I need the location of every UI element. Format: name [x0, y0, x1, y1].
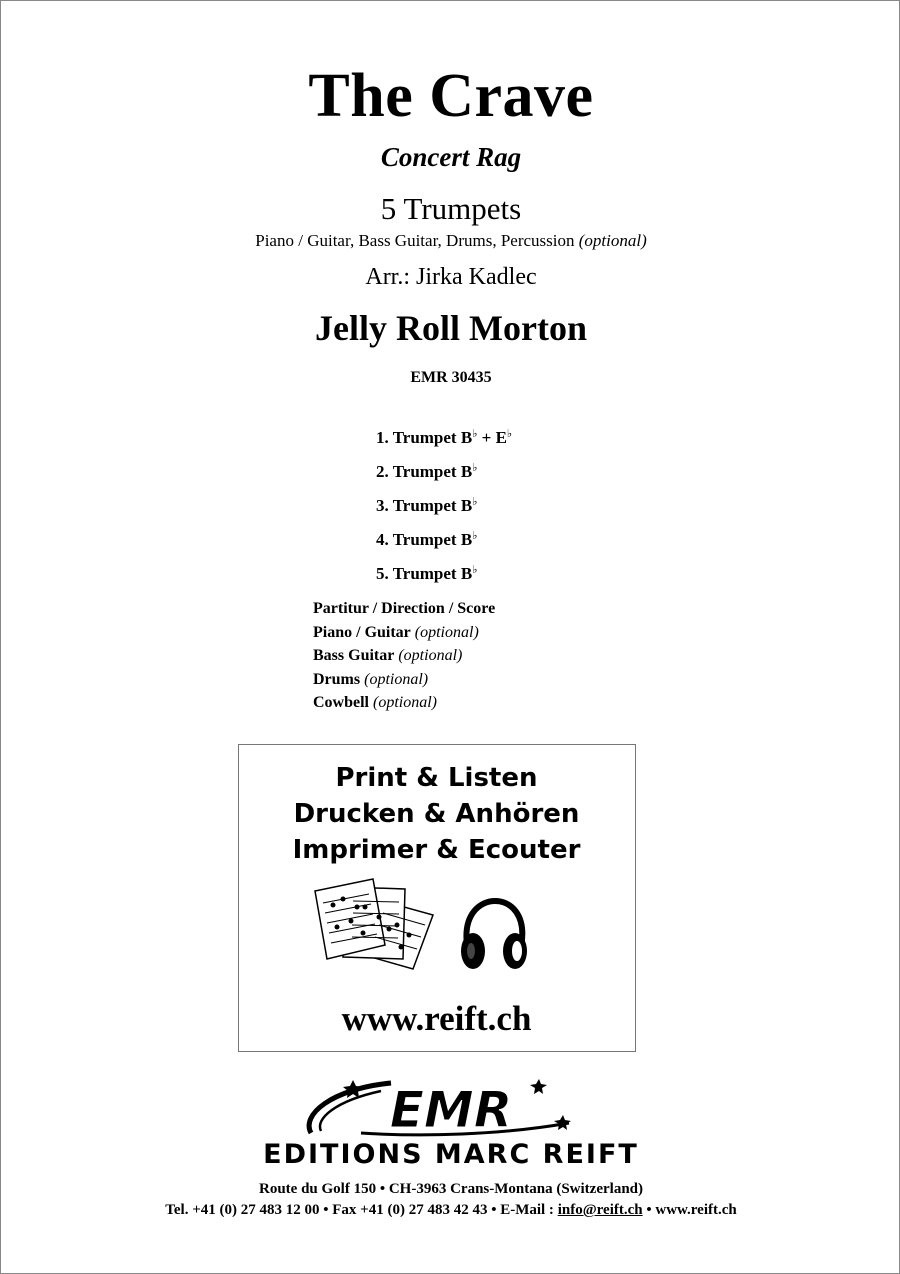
score-part-item: Partitur / Direction / Score [313, 600, 496, 617]
publisher-name: EDITIONS MARC REIFT [263, 1139, 639, 1170]
print-listen-box [238, 744, 636, 1052]
promo-line-german: Drucken & Anhören [293, 799, 580, 829]
contact-phone-fax: Tel. +41 (0) 27 483 12 00 • Fax +41 (0) 27 483 42 43 • E-Mail : [165, 1202, 558, 1218]
sheet-music-icon [313, 877, 443, 972]
score-part-item: Cowbell (optional) [313, 694, 437, 711]
part-item: 2. Trumpet B♭ [376, 462, 478, 481]
headphones-icon [459, 895, 529, 975]
accompaniment-line [1, 231, 900, 251]
emr-logo [301, 1075, 601, 1139]
arranger: Arr.: Jirka Kadlec [365, 264, 537, 290]
catalog-number: EMR 30435 [410, 369, 492, 386]
part-item: 1. Trumpet B♭ + E♭ [376, 428, 513, 447]
instrumentation: 5 Trumpets [380, 191, 522, 226]
promo-url[interactable]: www.reift.ch [341, 999, 532, 1038]
part-item: 4. Trumpet B♭ [376, 530, 478, 549]
email-link[interactable]: info@reift.ch [557, 1202, 643, 1218]
publisher-contact [1, 1202, 900, 1219]
score-part-item: Piano / Guitar (optional) [313, 623, 479, 641]
accompaniment-instruments: Piano / Guitar, Bass Guitar, Drums, Percussion [255, 231, 575, 250]
promo-line-english: Print & Listen [335, 763, 538, 793]
subtitle: Concert Rag [380, 142, 522, 172]
score-part-item: Bass Guitar (optional) [313, 647, 463, 664]
publisher-address: Route du Golf 150 • CH-3963 Crans-Montana (Switzerland) [259, 1181, 643, 1197]
promo-line-french: Imprimer & Ecouter [292, 835, 581, 865]
title: The Crave [308, 62, 594, 130]
accompaniment-optional: (optional) [578, 231, 647, 250]
part-item: 3. Trumpet B♭ [376, 496, 478, 515]
score-parts-list [313, 597, 495, 715]
logo-text: EMR [389, 1081, 513, 1139]
contact-website[interactable]: • www.reift.ch [642, 1202, 737, 1218]
parts-list [376, 419, 512, 589]
composer: Jelly Roll Morton [315, 308, 587, 348]
part-item: 5. Trumpet B♭ [376, 564, 478, 583]
score-part-item: Drums (optional) [313, 670, 429, 688]
